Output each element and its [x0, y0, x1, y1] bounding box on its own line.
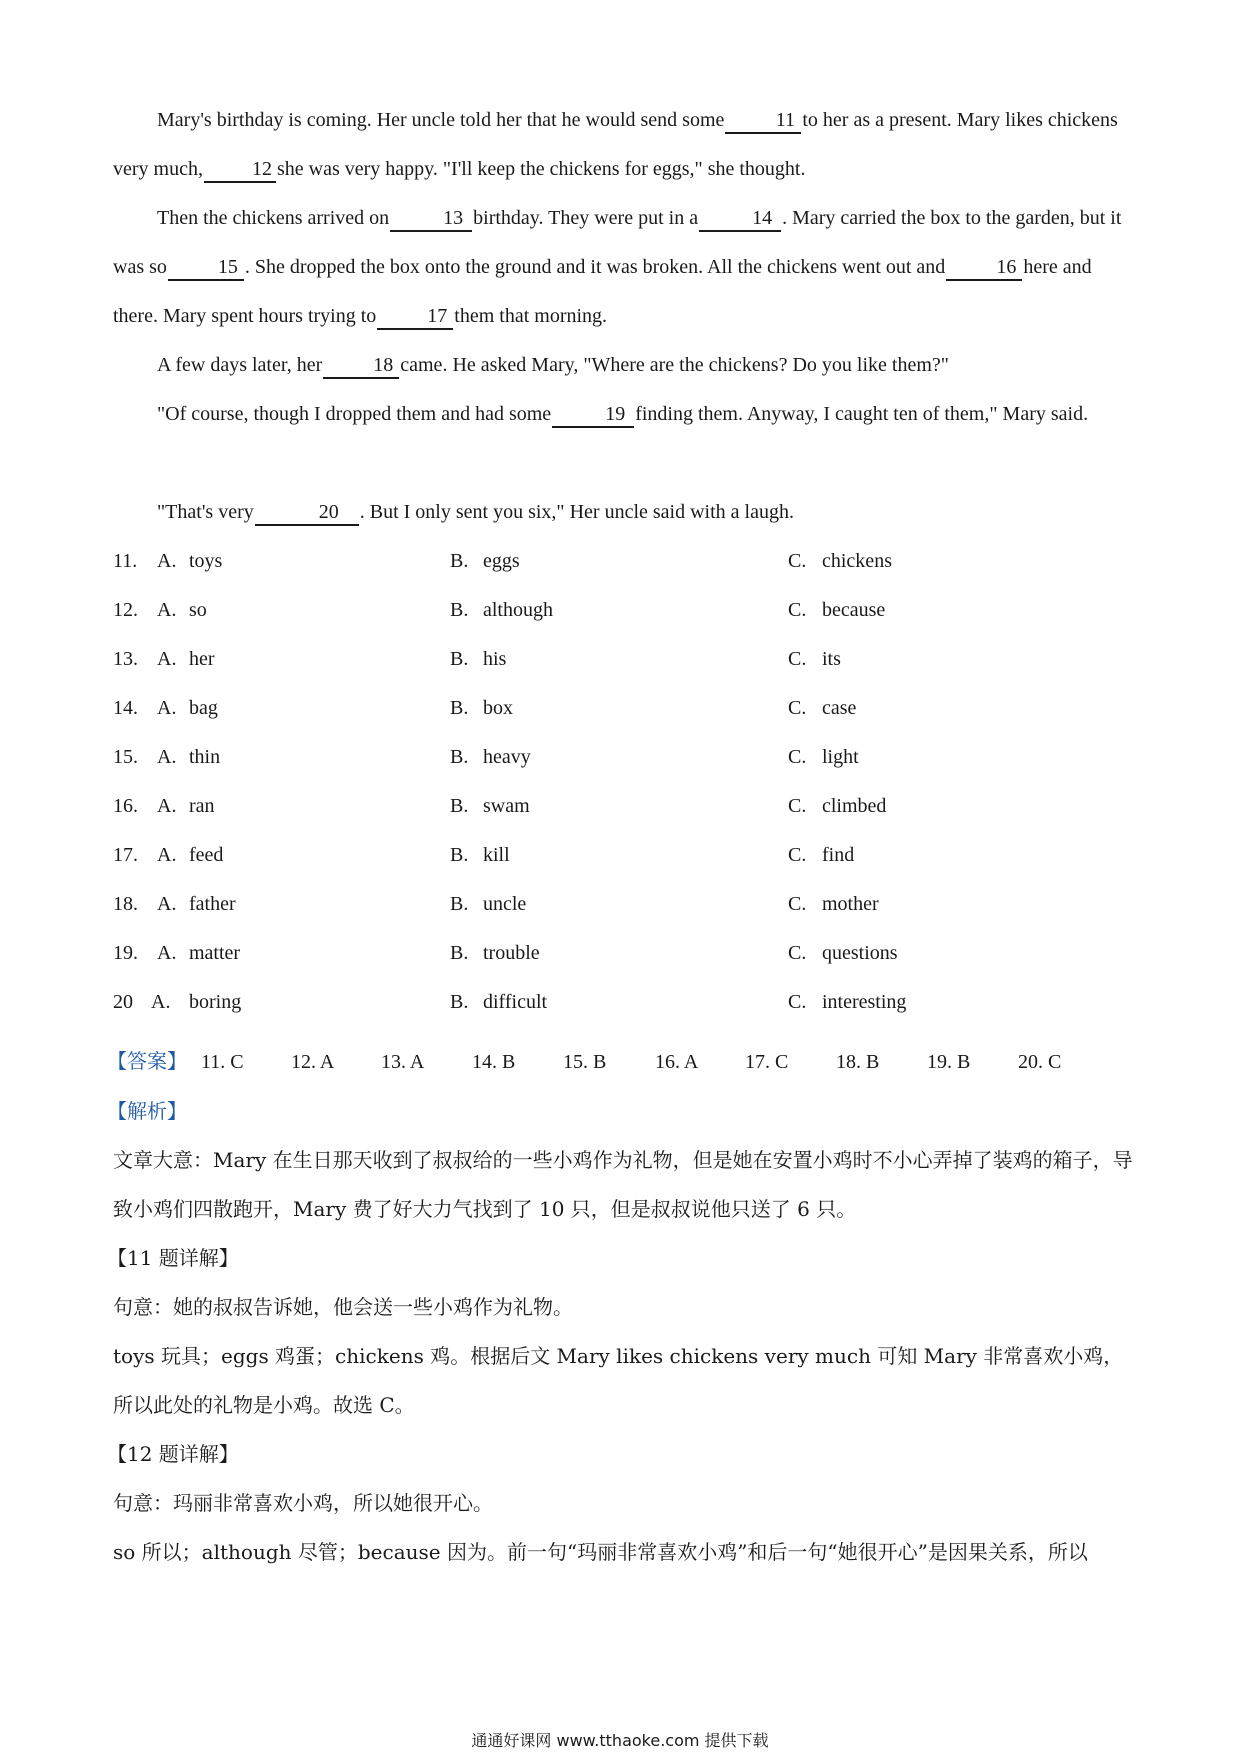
question-number: 16. [113, 795, 138, 817]
blank-17: 17 [377, 304, 453, 330]
question-number: 19. [113, 942, 138, 964]
option-row-17 [113, 831, 1133, 880]
option-a: so [189, 599, 207, 621]
option-label-b: B. [450, 697, 469, 719]
passage-text: here and there. Mary spent hours trying to [113, 256, 1092, 327]
option-b: eggs [483, 550, 520, 572]
option-label-c: C. [788, 991, 807, 1013]
passage-paragraph-4 [113, 390, 1133, 439]
answer-item: 18. B [836, 1051, 880, 1073]
option-a: feed [189, 844, 224, 866]
option-label-c: C. [788, 648, 807, 670]
answer-item: 17. C [745, 1051, 789, 1073]
option-b: trouble [483, 942, 540, 964]
option-row-13 [113, 635, 1133, 684]
answer-item: 20. C [1018, 1051, 1062, 1073]
option-row-18 [113, 880, 1133, 929]
option-label-c: C. [788, 795, 807, 817]
option-b: heavy [483, 746, 531, 768]
option-b: uncle [483, 893, 527, 915]
passage-text: came. He asked Mary, "Where are the chickens? Do you like them?" [400, 354, 949, 376]
answer-item: 13. A [381, 1051, 425, 1073]
option-c: interesting [822, 991, 907, 1013]
q11-detail: toys 玩具；eggs 鸡蛋；chickens 鸡。根据后文 Mary likes chickens very much 可知 Mary 非常喜欢小鸡，所以此处的礼物是小鸡。故选 C。 [113, 1344, 1124, 1417]
passage-text: . Mary carried the box to the garden, but it was so [113, 207, 1122, 278]
option-a: her [189, 648, 215, 670]
passage-text: Mary's birthday is coming. Her uncle told her that he would send some [157, 109, 725, 131]
option-label-a: A. [157, 893, 177, 915]
option-label-b: B. [450, 991, 469, 1013]
option-b: difficult [483, 991, 548, 1013]
option-label-a: A. [151, 991, 171, 1013]
option-row-19 [113, 929, 1133, 978]
option-label-a: A. [157, 550, 177, 572]
option-a: toys [189, 550, 223, 572]
option-c: mother [822, 893, 879, 915]
passage-text: to her as a present. Mary likes chickens very much, [113, 109, 1118, 180]
option-row-16 [113, 782, 1133, 831]
blank-18: 18 [323, 353, 399, 379]
passage-text: finding them. Anyway, I caught ten of them," Mary said. [635, 403, 1089, 425]
answer-tag: 【答案】 [107, 1051, 187, 1073]
option-b: swam [483, 795, 530, 817]
option-label-b: B. [450, 893, 469, 915]
answer-item: 19. B [927, 1051, 971, 1073]
option-label-a: A. [157, 844, 177, 866]
option-label-c: C. [788, 599, 807, 621]
q11-meaning: 句意：她的叔叔告诉她，他会送一些小鸡作为礼物。 [113, 1295, 573, 1319]
blank-15: 15 [168, 255, 244, 281]
option-label-c: C. [788, 942, 807, 964]
option-label-b: B. [450, 599, 469, 621]
option-label-a: A. [157, 942, 177, 964]
answer-item: 11. C [201, 1051, 244, 1073]
question-number: 11. [113, 550, 138, 572]
blank-20: 20 [255, 500, 359, 526]
option-b: his [483, 648, 507, 670]
question-number: 17. [113, 844, 138, 866]
option-c: its [822, 648, 841, 670]
passage-text: Then the chickens arrived on [157, 207, 390, 229]
option-label-a: A. [157, 795, 177, 817]
option-label-b: B. [450, 942, 469, 964]
q12-detail: so 所以；although 尽管；because 因为。前一句“玛丽非常喜欢小鸡”和后一句“她很开心”是因果关系，所以 [113, 1540, 1088, 1564]
analysis-summary: 文章大意：Mary 在生日那天收到了叔叔给的一些小鸡作为礼物，但是她在安置小鸡时不小心弄掉了装鸡的箱子，导致小鸡们四散跑开，Mary 费了好大力气找到了 10 只，但是叔叔说他只送了 6 只。 [113, 1148, 1133, 1221]
option-label-b: B. [450, 746, 469, 768]
q12-heading: 【12 题详解】 [107, 1442, 239, 1466]
option-label-c: C. [788, 844, 807, 866]
blank-16: 16 [946, 255, 1022, 281]
answer-item: 16. A [655, 1051, 699, 1073]
question-number: 18. [113, 893, 138, 915]
option-row-15 [113, 733, 1133, 782]
option-row-12 [113, 586, 1133, 635]
option-label-c: C. [788, 893, 807, 915]
option-b: kill [483, 844, 510, 866]
option-label-b: B. [450, 550, 469, 572]
option-label-a: A. [157, 648, 177, 670]
passage-text: birthday. They were put in a [473, 207, 699, 229]
option-a: ran [189, 795, 215, 817]
passage-text: "That's very [157, 501, 254, 523]
passage-text: A few days later, her [157, 354, 323, 376]
option-c: light [822, 746, 859, 768]
answer-key [107, 1038, 1133, 1087]
option-label-c: C. [788, 550, 807, 572]
option-row-14 [113, 684, 1133, 733]
passage-paragraph-1 [113, 96, 1133, 194]
analysis-tag: 【解析】 [107, 1099, 187, 1123]
option-c: find [822, 844, 855, 866]
passage-text: them that morning. [454, 305, 608, 327]
question-number: 12. [113, 599, 138, 621]
option-a: boring [189, 991, 242, 1013]
answer-item: 14. B [472, 1051, 516, 1073]
answer-item: 12. A [291, 1051, 335, 1073]
passage-paragraph-2 [113, 194, 1133, 341]
option-c: climbed [822, 795, 887, 817]
option-label-b: B. [450, 648, 469, 670]
page-footer: 通通好课网 www.tthaoke.com 提供下载 [471, 1731, 769, 1750]
option-a: matter [189, 942, 241, 964]
option-c: case [822, 697, 857, 719]
option-label-a: A. [157, 697, 177, 719]
passage-text: . She dropped the box onto the ground and it was broken. All the chickens went out and [244, 256, 946, 278]
passage-paragraph-3 [113, 341, 1133, 390]
passage-text: . But I only sent you six," Her uncle said with a laugh. [359, 501, 794, 523]
blank-11: 11 [725, 108, 801, 134]
blank-19: 19 [552, 402, 634, 428]
question-number: 15. [113, 746, 138, 768]
question-number: 13. [113, 648, 138, 670]
option-c: questions [822, 942, 898, 964]
option-b: box [483, 697, 513, 719]
answer-item: 15. B [563, 1051, 607, 1073]
option-a: father [189, 893, 236, 915]
blank-12: 12 [204, 157, 276, 183]
passage-text: "Of course, though I dropped them and had some [157, 403, 552, 425]
option-label-c: C. [788, 746, 807, 768]
option-label-a: A. [157, 746, 177, 768]
question-number: 14. [113, 697, 138, 719]
passage-paragraph-5 [113, 488, 1133, 537]
option-a: bag [189, 697, 218, 719]
question-number: 20 [113, 991, 133, 1013]
option-row-20 [113, 978, 1133, 1027]
q11-heading: 【11 题详解】 [107, 1246, 239, 1270]
blank-14: 14 [699, 206, 781, 232]
option-label-c: C. [788, 697, 807, 719]
q12-meaning: 句意：玛丽非常喜欢小鸡，所以她很开心。 [113, 1491, 493, 1515]
blank-13: 13 [390, 206, 472, 232]
option-b: although [483, 599, 553, 621]
passage-text: she was very happy. "I'll keep the chickens for eggs," she thought. [276, 158, 806, 180]
option-a: thin [189, 746, 221, 768]
option-c: chickens [822, 550, 892, 572]
option-label-a: A. [157, 599, 177, 621]
option-c: because [822, 599, 886, 621]
option-row-11 [113, 537, 1133, 586]
option-label-b: B. [450, 844, 469, 866]
option-label-b: B. [450, 795, 469, 817]
